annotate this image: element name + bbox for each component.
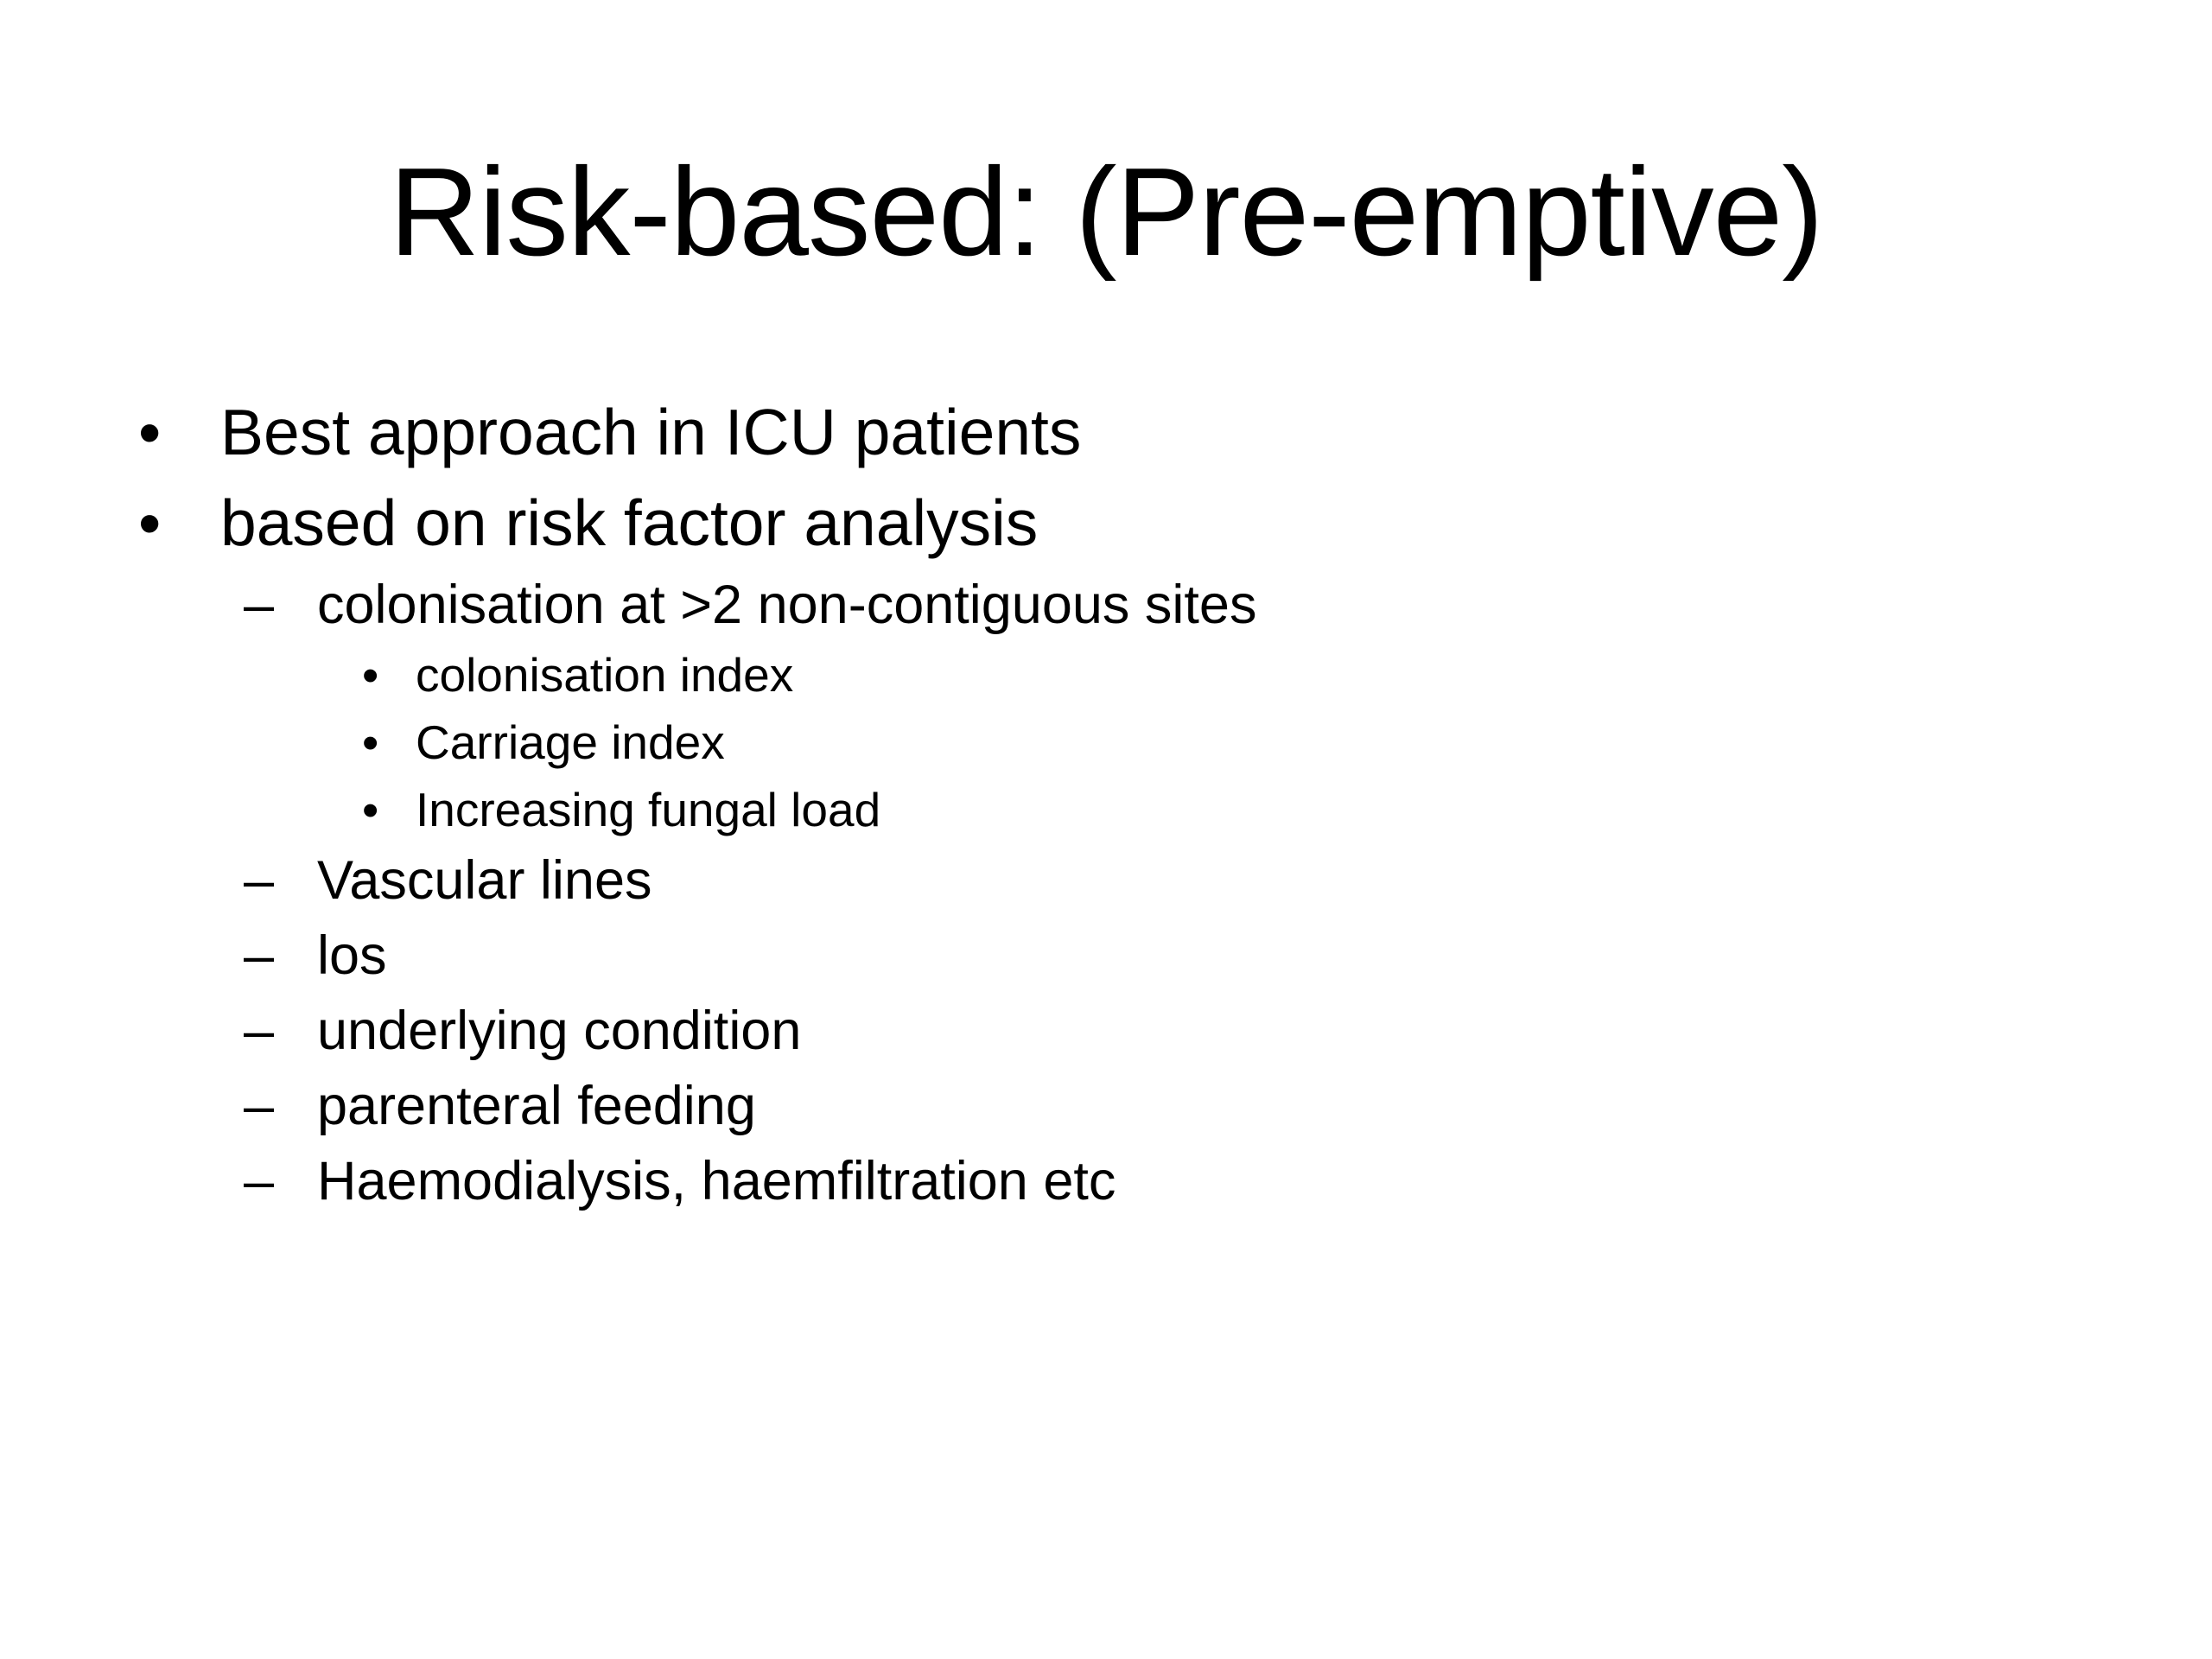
- bullet-item: [138, 484, 1039, 562]
- sub-item-text: los: [317, 925, 387, 986]
- sub-sub-item: [362, 714, 725, 771]
- sub-item: [244, 848, 652, 913]
- sub-item: [244, 572, 1257, 638]
- sub-sub-item: [362, 781, 881, 838]
- sub-item: [244, 998, 802, 1064]
- slide-title: Risk-based: (Pre-emptive): [389, 142, 1823, 282]
- sub-sub-item-text: colonisation index: [416, 648, 794, 702]
- sub-item: [244, 1148, 1116, 1214]
- sub-item-text: colonisation at >2 non-contiguous sites: [317, 575, 1257, 635]
- sub-sub-item-text: Increasing fungal load: [416, 783, 881, 836]
- sub-item-text: underlying condition: [317, 1001, 802, 1061]
- sub-sub-item-text: Carriage index: [416, 715, 725, 769]
- bullet-marker: •: [138, 396, 162, 468]
- dash-marker: –: [244, 1076, 275, 1136]
- bullet-marker: •: [138, 486, 162, 559]
- bullet-text: Best approach in ICU patients: [220, 396, 1082, 468]
- dash-marker: –: [244, 925, 275, 986]
- sub-item: [244, 923, 387, 988]
- bullet-text: based on risk factor analysis: [220, 486, 1039, 559]
- bullet-item: [138, 393, 1082, 471]
- bullet-marker: •: [362, 648, 379, 702]
- dash-marker: –: [244, 575, 275, 635]
- bullet-marker: •: [362, 715, 379, 769]
- sub-item-text: Haemodialysis, haemfiltration etc: [317, 1151, 1116, 1211]
- sub-sub-item: [362, 646, 794, 703]
- dash-marker: –: [244, 1151, 275, 1211]
- sub-item: [244, 1073, 756, 1139]
- dash-marker: –: [244, 850, 275, 911]
- sub-item-text: parenteral feeding: [317, 1076, 756, 1136]
- dash-marker: –: [244, 1001, 275, 1061]
- sub-item-text: Vascular lines: [317, 850, 652, 911]
- bullet-marker: •: [362, 783, 379, 836]
